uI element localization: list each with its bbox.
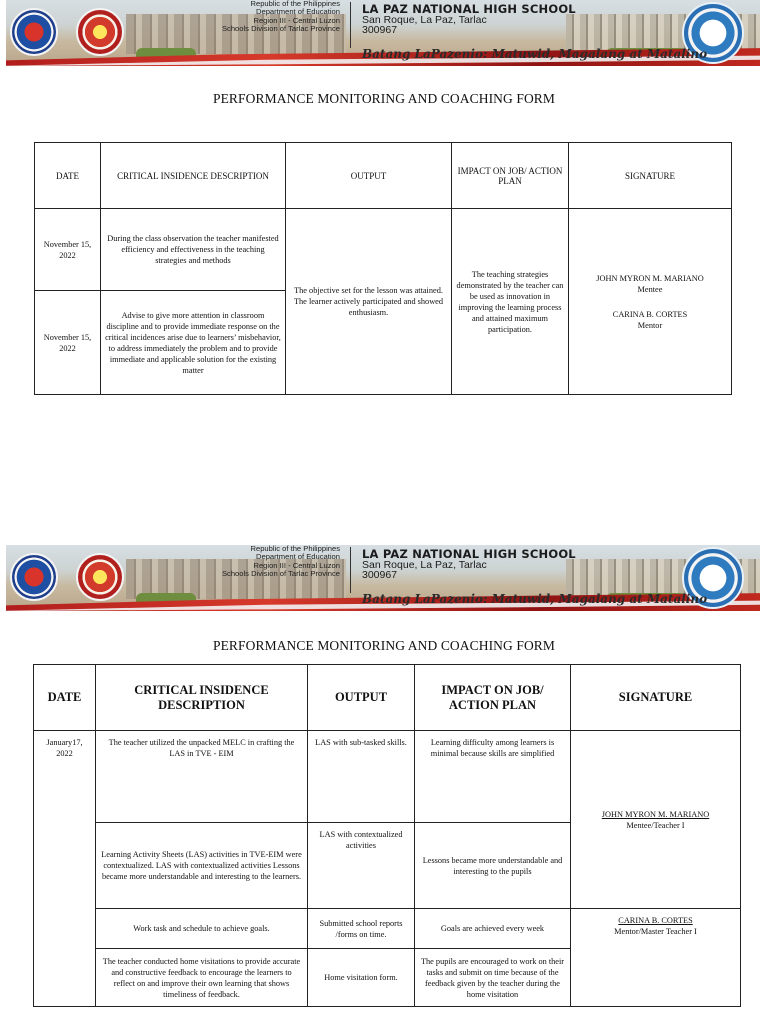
header-output: OUTPUT [286,143,452,209]
date-cell: November 15, 2022 [35,291,101,395]
form-title: PERFORMANCE MONITORING AND COACHING FORM [212,638,556,653]
deped-text-block [166,545,340,579]
table-row [34,909,741,949]
impact-cell: Goals are achieved every week [415,909,571,949]
header-impact: IMPACT ON JOB/ ACTION PLAN [452,143,569,209]
form-title: PERFORMANCE MONITORING AND COACHING FORM [212,91,556,106]
school-id: 300967 [362,24,398,36]
table-header-row [35,143,732,209]
impact-cell: Lessons became more understandable and interesting to the pupils [415,823,571,909]
mentee-name: JOHN MYRON M. MARIANO [596,273,704,283]
deped-line: Department of Education [255,552,340,562]
mentee-role: Mentee [637,284,663,294]
signature-cell-mentor [571,909,741,1007]
school-name: LA PAZ NATIONAL HIGH SCHOOL [362,547,576,561]
impact-cell: The pupils are encouraged to work on their tasks and submit on time because of the feedback given by the teacher during the home visitation [415,949,571,1007]
header-description: CRITICAL INSIDENCE DESCRIPTION [96,665,308,731]
mentee-role: Mentee/Teacher I [626,820,685,830]
mentee-name: JOHN MYRON M. MARIANO [601,809,710,819]
deped-line: Region III - Central Luzon [253,15,340,25]
table-row [34,731,741,823]
header-date: DATE [34,665,96,731]
header-output: OUTPUT [308,665,415,731]
header-signature: SIGNATURE [569,143,732,209]
school-address [362,15,487,35]
deped-line: Schools Division of Tarlac Province [221,24,340,34]
deped-line: Region III - Central Luzon [253,560,340,570]
date-cell: November 15, 2022 [35,209,101,291]
header-impact: IMPACT ON JOB/ ACTION PLAN [415,665,571,731]
division-seal-logo [76,8,124,56]
school-motto: Batang LaPazenio: Matuwid, Magalang at Matalino [362,47,708,61]
description-cell: Advise to give more attention in classroom discipline and to provide immediate response on the critical incidences arise due to learners’ misbehavior, to address immediately the problem and to provide immediate and applicable solution for the existing matter [101,291,286,395]
impact-cell: Learning difficulty among learners is minimal because skills are simplified [415,731,571,823]
deped-line: Republic of the Philippines [250,0,340,8]
date-cell: January17, 2022 [34,731,96,1007]
description-cell: The teacher conducted home visitations to provide accurate and constructive feedback to encourage the learners to reflect on and improve their own learning that shows timeliness of feedback. [96,949,308,1007]
mentor-role: Mentor [637,320,663,330]
address-line: San Roque, La Paz, Tarlac [362,14,487,26]
output-cell: Submitted school reports /forms on time. [308,909,415,949]
divider-line [350,547,351,593]
address-line: San Roque, La Paz, Tarlac [362,559,487,571]
deped-seal-logo [10,8,58,56]
deped-line: Department of Education [255,7,340,17]
description-cell: Work task and schedule to achieve goals. [96,909,308,949]
signature-cell [569,209,732,395]
mentor-role: Mentor/Master Teacher I [614,927,697,936]
deped-text-block [166,0,340,34]
signature-spacer [573,295,727,309]
coaching-table-2 [33,664,741,1007]
coaching-table-1 [34,142,732,395]
header-date: DATE [35,143,101,209]
description-cell: Learning Activity Sheets (LAS) activities in TVE-EIM were contextualized. LAS with contextualized activities Lessons became more understandable and interesting to the learners. [96,823,308,909]
letterhead-banner [6,545,760,611]
description-cell: During the class observation the teacher manifested efficiency and effectiveness in the teaching strategies and methods [101,209,286,291]
output-cell: LAS with sub-tasked skills. [308,731,415,823]
letterhead-banner [6,0,760,66]
table-header-row [34,665,741,731]
description-cell: The teacher utilized the unpacked MELC in crafting the LAS in TVE - EIM [96,731,308,823]
output-cell: The objective set for the lesson was attained. The learner actively participated and showed enthusiasm. [286,209,452,395]
header-description: CRITICAL INSIDENCE DESCRIPTION [101,143,286,209]
division-seal-logo [76,553,124,601]
deped-line: Republic of the Philippines [250,545,340,553]
deped-seal-logo [10,553,58,601]
divider-line [350,2,351,48]
impact-cell: The teaching strategies demonstrated by the teacher can be used as innovation in improving the learning process and attained maximum participation. [452,209,569,395]
mentor-name: CARINA B. CORTES [612,309,688,319]
school-id: 300967 [362,569,398,581]
school-motto: Batang LaPazenio: Matuwid, Magalang at Matalino [362,592,708,606]
output-cell: LAS with contextualized activities [308,823,415,909]
output-cell: Home visitation form. [308,949,415,1007]
school-name: LA PAZ NATIONAL HIGH SCHOOL [362,2,576,16]
table-row [35,209,732,291]
school-address [362,560,487,580]
mentor-name: CARINA B. CORTES [618,916,693,925]
header-signature: SIGNATURE [571,665,741,731]
deped-line: Schools Division of Tarlac Province [221,569,340,579]
signature-cell-mentee [571,731,741,909]
